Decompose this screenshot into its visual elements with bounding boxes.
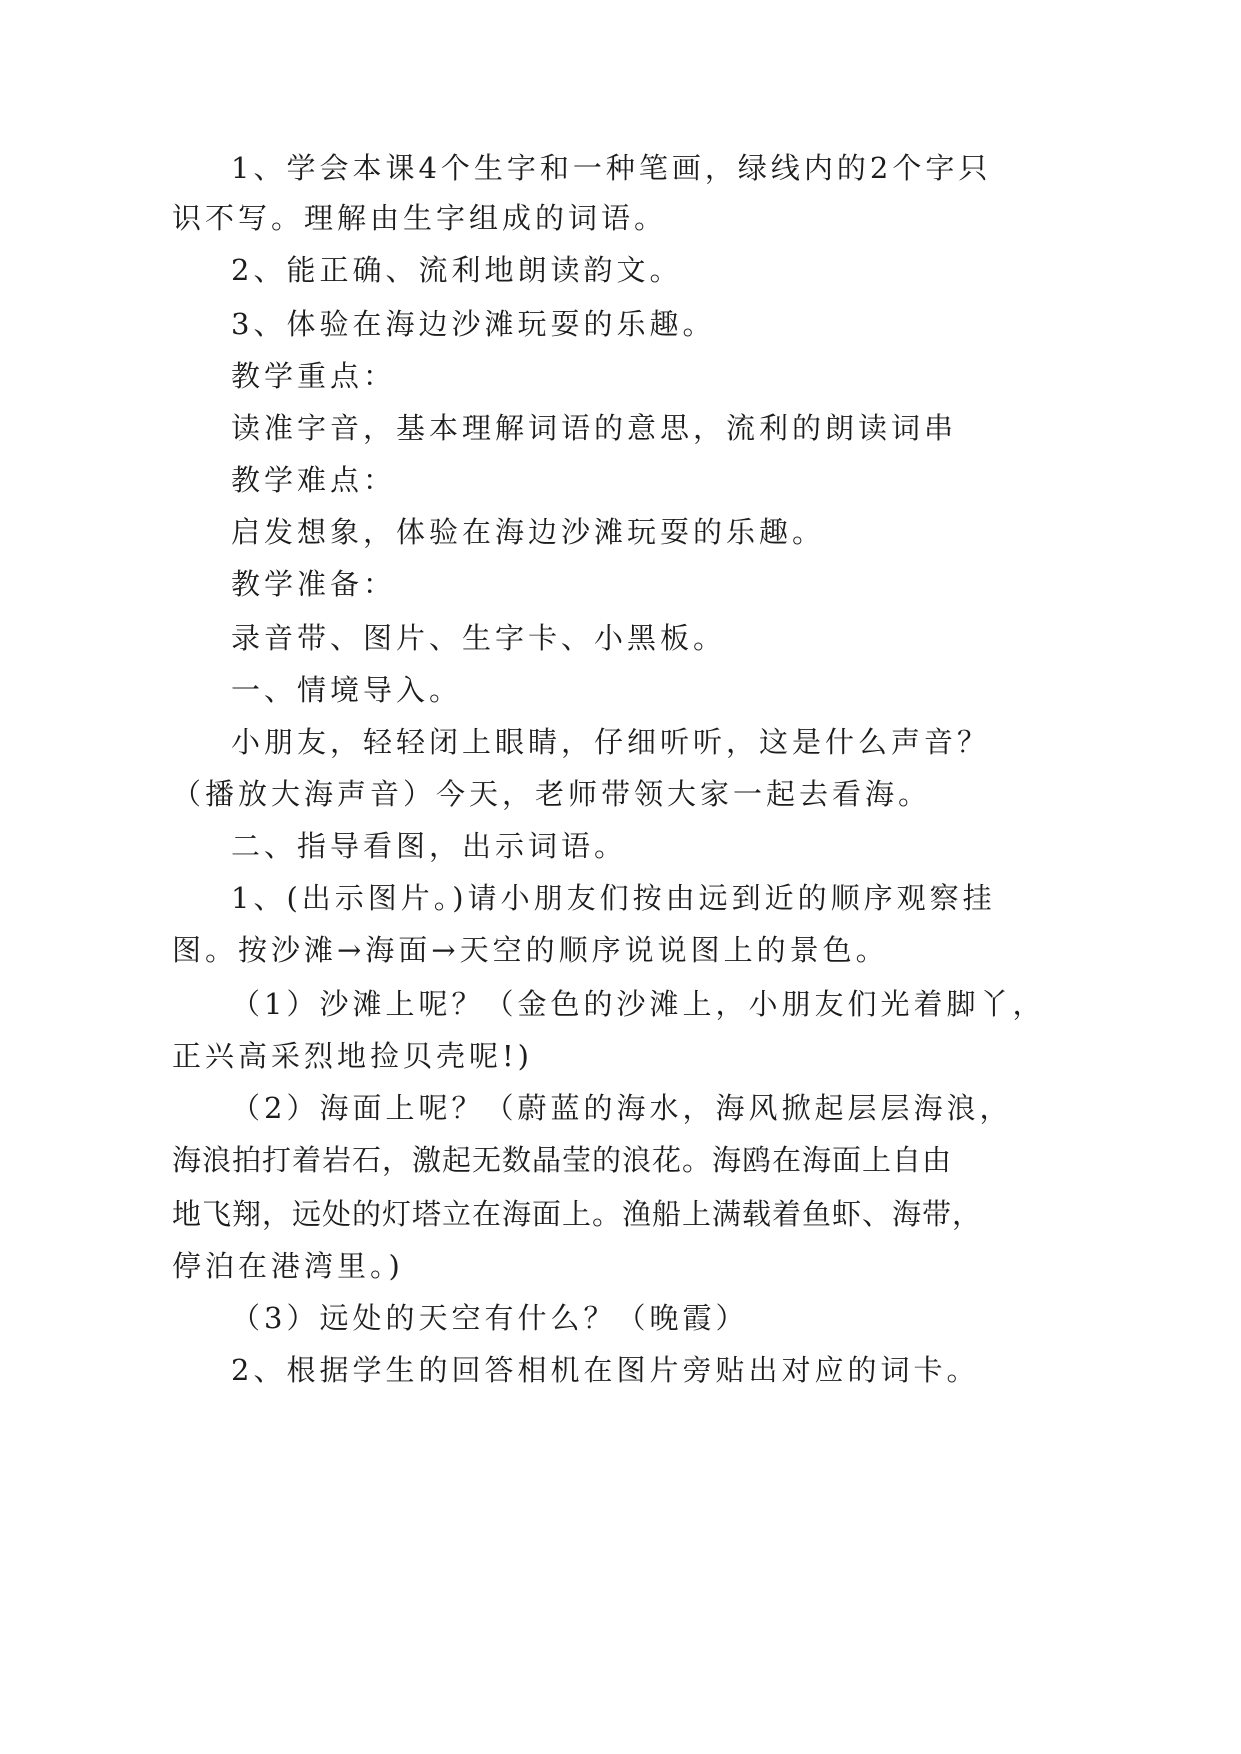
text-line-2: 识不写。理解由生字组成的词语。 — [172, 201, 668, 235]
section-heading-preparation: 教学准备： — [231, 567, 397, 601]
text-line-24: 2、根据学生的回答相机在图片旁贴出对应的词卡。 — [231, 1353, 980, 1387]
text-line-23: （3）远处的天空有什么？（晚霞） — [231, 1301, 749, 1335]
text-line-12: 小朋友，轻轻闭上眼睛，仔细听听，这是什么声音？ — [231, 725, 991, 759]
text-line-1: 1、学会本课4个生字和一种笔画，绿线内的2个字只 — [231, 151, 992, 185]
text-line-21: 地飞翔，远处的灯塔立在海面上。渔船上满载着鱼虾、海带， — [172, 1197, 983, 1231]
text-line-18: 正兴高采烈地捡贝壳呢!) — [172, 1039, 533, 1073]
text-line-17: （1）沙滩上呢？（金色的沙滩上，小朋友们光着脚丫， — [231, 987, 1046, 1021]
text-line-3: 2、能正确、流利地朗读韵文。 — [231, 253, 683, 287]
text-line-6: 读准字音，基本理解词语的意思，流利的朗读词串 — [231, 411, 958, 445]
section-heading-key-points: 教学重点： — [231, 359, 397, 393]
section-heading-guide: 二、指导看图，出示词语。 — [231, 829, 628, 863]
section-heading-difficulties: 教学难点： — [231, 463, 397, 497]
text-line-4: 3、体验在海边沙滩玩耍的乐趣。 — [231, 307, 716, 341]
text-line-16: 图。按沙滩→海面→天空的顺序说说图上的景色。 — [172, 933, 889, 967]
section-heading-intro: 一、情境导入。 — [231, 673, 463, 707]
text-line-20: 海浪拍打着岩石，激起无数晶莹的浪花。海鸥在海面上自由 — [172, 1143, 953, 1177]
text-line-13: （播放大海声音）今天，老师带领大家一起去看海。 — [172, 777, 932, 811]
text-line-19: （2）海面上呢？（蔚蓝的海水，海风掀起层层海浪， — [231, 1091, 1013, 1125]
text-line-8: 启发想象，体验在海边沙滩玩耍的乐趣。 — [231, 515, 826, 549]
text-line-15: 1、(出示图片。)请小朋友们按由远到近的顺序观察挂 — [231, 881, 996, 915]
text-line-22: 停泊在港湾里。) — [172, 1249, 404, 1283]
text-line-10: 录音带、图片、生字卡、小黑板。 — [231, 621, 727, 655]
